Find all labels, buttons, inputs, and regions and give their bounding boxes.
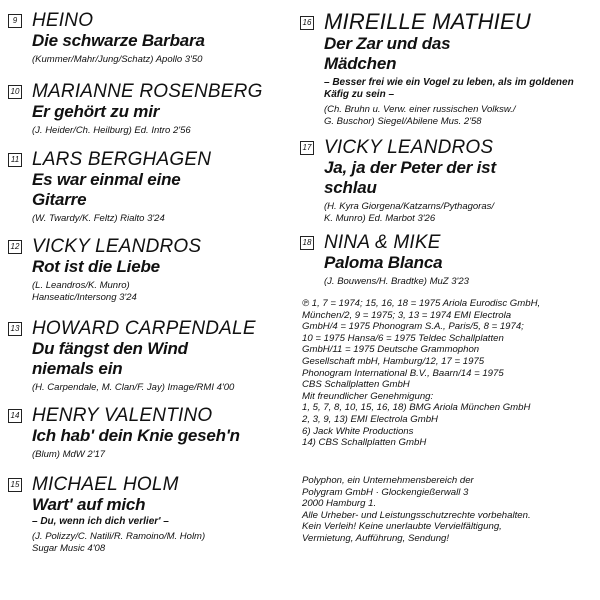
- publisher-line: Alle Urheber- und Leistungsschutzrechte vorbehalten.: [302, 509, 531, 521]
- track-title: Ja, ja der Peter der ist schlau: [324, 158, 496, 197]
- copyright-line: Phonogram International B.V., Baarn/14 = 1975: [302, 367, 504, 379]
- track-credit: (J. Polizzy/C. Natili/R. Ramoino/M. Holm): [32, 531, 206, 542]
- copyright-line: GmbH/11 = 1975 Deutsche Grammophon: [302, 344, 480, 356]
- track-title: Du fängst den Wind niemals ein: [32, 339, 188, 378]
- track-number: 18: [300, 236, 314, 250]
- track-artist: HOWARD CARPENDALE: [32, 318, 256, 339]
- track-credit: Hanseatic/Intersong 3'24: [32, 292, 137, 303]
- track-credit: (Ch. Bruhn u. Verw. einer russischen Volksw./: [324, 104, 516, 115]
- track-artist: MIREILLE MATHIEU: [324, 9, 531, 34]
- track-title: Rot ist die Liebe: [32, 257, 160, 276]
- track-15: [8, 474, 293, 555]
- copyright-line: 2, 3, 9, 13) EMI Electrola GmbH: [302, 413, 438, 425]
- track-artist: VICKY LEANDROS: [32, 236, 202, 257]
- track-number: 12: [8, 240, 22, 254]
- publisher-line: Vermietung, Aufführung, Sendung!: [302, 532, 450, 544]
- track-subtitle: – Du, wenn ich dich verlier' –: [32, 516, 169, 527]
- track-credit: (J. Bouwens/H. Bradtke) MuZ 3'23: [324, 276, 469, 287]
- copyright-line: Mit freundlicher Genehmigung:: [302, 390, 434, 402]
- track-number: 11: [8, 153, 22, 167]
- track-artist: MICHAEL HOLM: [32, 474, 179, 495]
- copyright-line: München/2, 9 = 1975; 3, 13 = 1974 EMI Electrola: [302, 309, 512, 321]
- track-artist: NINA & MIKE: [324, 232, 441, 253]
- track-credit: (H. Kyra Giorgena/Katzarns/Pythagoras/: [324, 201, 495, 212]
- copyright-line: 14) CBS Schallplatten GmbH: [302, 437, 427, 449]
- track-credit: (Kummer/Mahr/Jung/Schatz) Apollo 3'50: [32, 54, 203, 65]
- publisher-notice: [302, 475, 594, 545]
- track-artist: VICKY LEANDROS: [324, 137, 494, 158]
- track-18: [300, 232, 592, 288]
- track-artist: LARS BERGHAGEN: [32, 149, 212, 170]
- track-title: Die schwarze Barbara: [32, 31, 205, 50]
- track-credit: Sugar Music 4'08: [32, 543, 106, 554]
- track-title: Er gehört zu mir: [32, 102, 160, 121]
- copyright-line: Gesellschaft mbH, Hamburg/12, 17 = 1975: [302, 355, 485, 367]
- track-16: [300, 10, 592, 128]
- publisher-line: Polyphon, ein Unternehmensbereich der: [302, 475, 474, 486]
- track-title: Der Zar und das Mädchen: [324, 34, 451, 73]
- copyright-line: 6) Jack White Productions: [302, 425, 414, 437]
- track-credit: (Blum) MdW 2'17: [32, 449, 106, 460]
- track-artist: HENRY VALENTINO: [32, 405, 213, 426]
- track-number: 15: [8, 478, 22, 492]
- track-credit: (L. Leandros/K. Munro): [32, 280, 130, 291]
- track-credit: G. Buschor) Siegel/Abilene Mus. 2'58: [324, 116, 482, 127]
- track-14: [8, 405, 293, 461]
- publisher-line: Kein Verleih! Keine unerlaubte Vervielfältigung,: [302, 521, 502, 533]
- track-number: 13: [8, 322, 22, 336]
- track-credit: (H. Carpendale, M. Clan/F. Jay) Image/RMI 4'00: [32, 382, 235, 393]
- track-11: [8, 149, 293, 225]
- copyright-line: 10 = 1975 Hansa/6 = 1975 Teldec Schallplatten: [302, 332, 504, 344]
- track-13: [8, 318, 293, 394]
- track-title: Es war einmal eine Gitarre: [32, 170, 181, 209]
- track-artist: HEINO: [32, 10, 94, 31]
- track-9: [8, 10, 293, 66]
- track-title: Wart' auf mich: [32, 495, 146, 514]
- track-number: 10: [8, 85, 22, 99]
- track-number: 9: [8, 14, 22, 28]
- track-credit: K. Munro) Ed. Marbot 3'26: [324, 213, 436, 224]
- track-10: [8, 81, 293, 137]
- track-12: [8, 236, 293, 304]
- track-number: 16: [300, 16, 314, 30]
- track-artist: MARIANNE ROSENBERG: [32, 81, 263, 102]
- publisher-line: Polygram GmbH · Glockengießerwall 3: [302, 486, 469, 498]
- copyright-notice: [302, 298, 594, 449]
- track-credit: (W. Twardy/K. Feltz) Rialto 3'24: [32, 213, 165, 224]
- track-number: 17: [300, 141, 314, 155]
- track-number: 14: [8, 409, 22, 423]
- track-17: [300, 137, 592, 225]
- copyright-line: 1, 5, 7, 8, 10, 15, 16, 18) BMG Ariola München GmbH: [302, 402, 531, 414]
- copyright-line: ℗ 1, 7 = 1974; 15, 16, 18 = 1975 Ariola Eurodisc GmbH,: [302, 298, 541, 309]
- publisher-line: 2000 Hamburg 1.: [302, 498, 377, 510]
- track-title: Ich hab' dein Knie geseh'n: [32, 426, 240, 445]
- copyright-line: CBS Schallplatten GmbH: [302, 379, 410, 391]
- track-title: Paloma Blanca: [324, 253, 443, 272]
- copyright-line: GmbH/4 = 1975 Phonogram S.A., Paris/5, 8 = 1974;: [302, 321, 524, 333]
- track-credit: (J. Heider/Ch. Heilburg) Ed. Intro 2'56: [32, 125, 191, 136]
- track-subtitle: – Besser frei wie ein Vogel zu leben, als im goldenen Käfig zu sein –: [324, 77, 574, 100]
